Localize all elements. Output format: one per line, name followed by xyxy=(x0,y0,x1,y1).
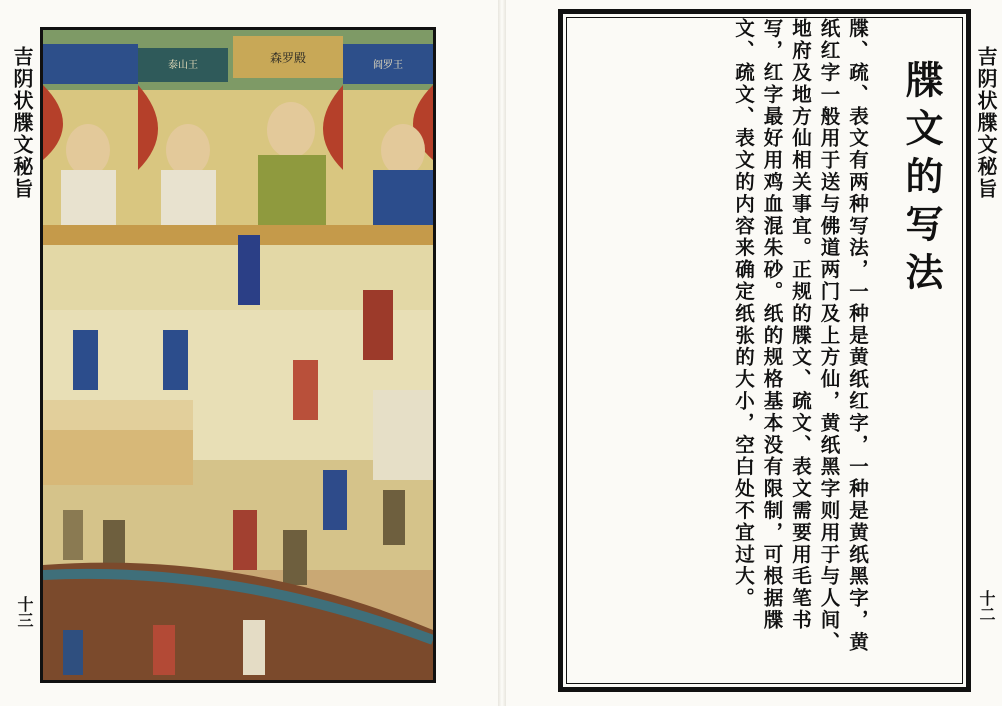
right-page-number: 十二 xyxy=(977,590,996,622)
underworld-court-painting xyxy=(40,27,436,683)
chapter-heading: 牒文的写法 xyxy=(899,60,944,300)
body-text: 牒、疏、表文有两种写法，一种是黄纸红字，一种是黄纸黑字，黄纸红字一般用于送与佛道两门及上方仙，黄纸黑字则用于与人间、地府及地方仙相关事宜。正规的牒文、疏文、表文需要用毛笔书写，红字最好用鸡血混朱砂。纸的规格基本没有限制，可根据牒文、疏文、表文的内容来确定纸张的大小，空白处不宜过大。 xyxy=(732,18,869,654)
left-page-number: 十三 xyxy=(15,596,34,628)
right-side-title: 吉阴状牒文秘旨 xyxy=(974,46,998,200)
painting-svg xyxy=(43,30,433,680)
book-gutter xyxy=(498,0,506,706)
plaque-3-text: 阎罗王 xyxy=(373,60,403,71)
plaque-1-text: 森罗殿 xyxy=(269,51,307,65)
plaque-2-text: 泰山王 xyxy=(168,60,198,71)
right-page xyxy=(506,0,1002,706)
left-side-title: 吉阴状牒文秘旨 xyxy=(10,46,34,200)
left-page xyxy=(0,0,498,706)
